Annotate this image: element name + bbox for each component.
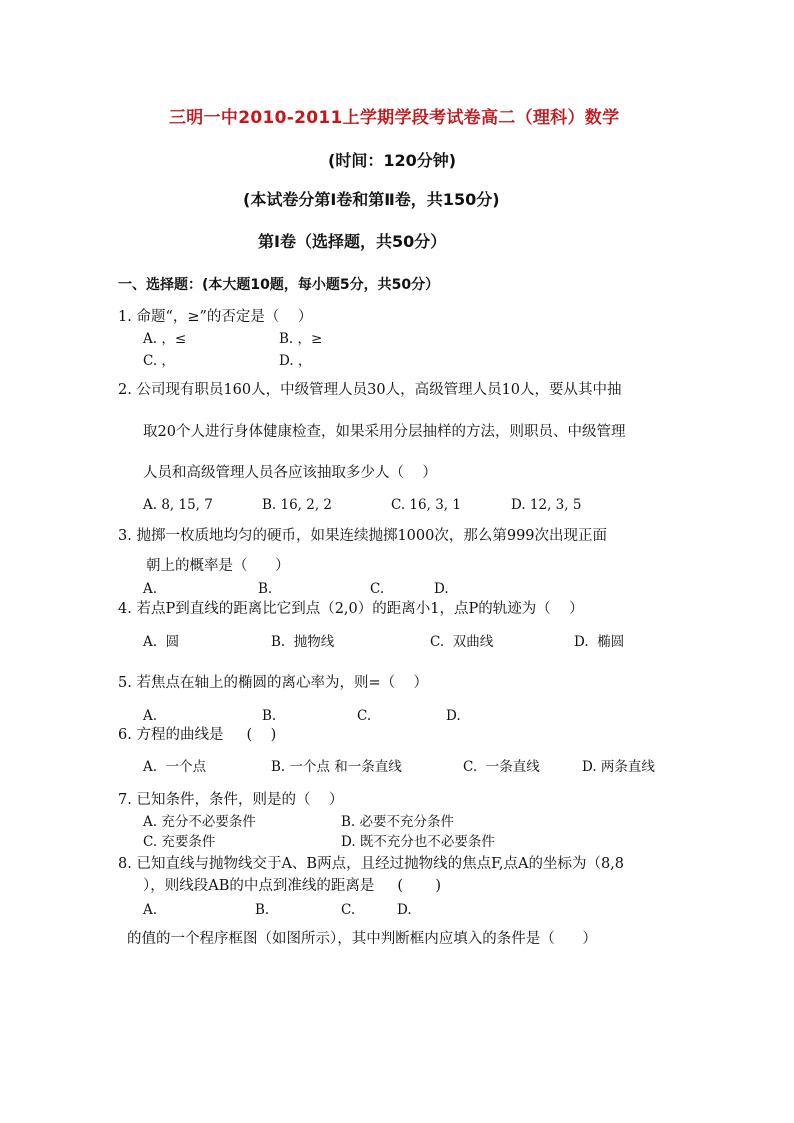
question-text: 7. 已知条件，条件，则是的（ ） — [118, 792, 344, 808]
option-b: B. 16, 2, 2 — [262, 497, 333, 513]
question-text: 1. 命题“，≥”的否定是（ ） — [118, 309, 313, 325]
option-d: D. — [434, 581, 449, 597]
question-text: 6. 方程的曲线是 ( ) — [118, 727, 277, 743]
question-text: 8. 已知直线与抛物线交于A、B两点，且经过抛物线的焦点F,点A的坐标为（8,8 — [118, 856, 625, 872]
question-text: 5. 若焦点在轴上的椭圆的离心率为，则=（ ） — [118, 675, 429, 691]
option-a: A. 一个点 — [143, 759, 207, 775]
trailing-question-text: 的值的一个程序框图（如图所示），其中判断框内应填入的条件是（ ） — [127, 931, 597, 947]
option-c: C. ， — [143, 353, 175, 369]
option-d: D. ， — [279, 353, 312, 369]
option-c: C. — [341, 902, 356, 918]
exam-title: 三明一中2010-2011上学期学段考试卷高二（理科）数学 — [169, 108, 620, 128]
option-d: D. 既不充分也不必要条件 — [341, 834, 495, 850]
option-b: B. 抛物线 — [271, 634, 335, 650]
exam-note: (本试卷分第Ⅰ卷和第Ⅱ卷，共150分) — [243, 190, 500, 209]
question-text: 4. 若点P到直线的距离比它到点（2,0）的距离小1，点P的轨迹为（ ） — [118, 601, 584, 617]
option-c: C. 16, 3, 1 — [391, 497, 461, 513]
option-b: B. — [255, 902, 270, 918]
option-a: A. ，≤ — [143, 331, 187, 347]
option-c: C. — [357, 708, 372, 724]
option-a: A. 充分不必要条件 — [143, 814, 256, 830]
option-d: D. 椭圆 — [574, 634, 625, 650]
part-one-heading: 第Ⅰ卷（选择题，共50分） — [258, 232, 447, 251]
option-c: C. 一条直线 — [463, 759, 540, 775]
option-b: B. — [258, 581, 273, 597]
option-a: A. — [143, 902, 158, 918]
option-b: B. ，≥ — [279, 331, 323, 347]
option-a: A. 圆 — [143, 634, 180, 650]
question-text: 2. 公司现有职员160人，中级管理人员30人，高级管理人员10人，要从其中抽 — [118, 382, 622, 398]
option-d: D. — [446, 708, 461, 724]
question-text-line-2: 取20个人进行身体健康检查，如果采用分层抽样的方法，则职员、中级管理 — [143, 424, 626, 440]
option-a: A. — [143, 708, 158, 724]
question-text-line-3: 人员和高级管理人员各应该抽取多少人（ ） — [143, 465, 437, 481]
option-c: C. — [370, 581, 385, 597]
option-c: C. 充要条件 — [143, 834, 216, 850]
option-b: B. 一个点 和一条直线 — [271, 759, 402, 775]
question-text-line-2: ），则线段AB的中点到准线的距离是 ( ) — [143, 878, 441, 894]
section-heading: 一、选择题：(本大题10题，每小题5分，共50分） — [118, 277, 440, 293]
option-d: D. 两条直线 — [582, 759, 655, 775]
question-text: 3. 抛掷一枚质地均匀的硬币，如果连续抛掷1000次，那么第999次出现正面 — [118, 528, 608, 544]
option-a: A. 8, 15, 7 — [143, 497, 213, 513]
option-b: B. 必要不充分条件 — [341, 814, 455, 830]
option-d: D. — [397, 902, 412, 918]
option-b: B. — [262, 708, 277, 724]
option-a: A. — [143, 581, 158, 597]
option-c: C. 双曲线 — [430, 634, 494, 650]
question-text-line-2: 朝上的概率是（ ） — [146, 558, 290, 574]
option-d: D. 12, 3, 5 — [511, 497, 582, 513]
exam-time: (时间：120分钟) — [328, 151, 457, 170]
